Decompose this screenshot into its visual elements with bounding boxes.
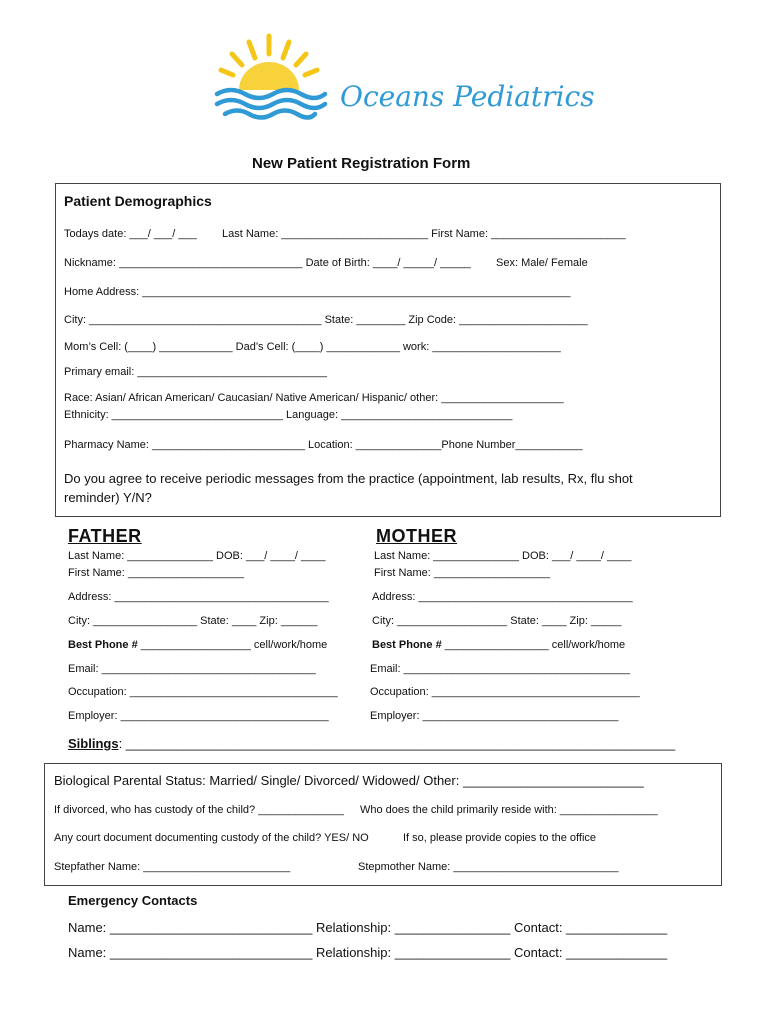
father-occupation[interactable]: Occupation: __________________________________ — [68, 686, 338, 698]
phone-fields[interactable]: Mom’s Cell: (____) ____________ Dad’s Cell: (____) ____________ work: _____________________ — [64, 341, 561, 353]
home-address-field[interactable]: Home Address: ______________________________________________________________________ — [64, 286, 571, 298]
mother-email[interactable]: Email: _____________________________________ — [370, 663, 630, 675]
resides-with-field[interactable]: Who does the child primarily reside with: ________________ — [360, 804, 658, 816]
city-state-zip-field[interactable]: City: ______________________________________ State: ________ Zip Code: _____________________ — [64, 314, 588, 326]
emergency-contacts-heading: Emergency Contacts — [68, 893, 198, 908]
pharmacy-field[interactable]: Pharmacy Name: _________________________ Location: ______________Phone Number___________ — [64, 439, 583, 451]
primary-email-field[interactable]: Primary email: _______________________________ — [64, 366, 327, 378]
brand-name: Oceans Pediatrics — [340, 80, 595, 113]
demographics-heading: Patient Demographics — [64, 193, 212, 209]
mother-employer[interactable]: Employer: ________________________________ — [370, 710, 619, 722]
mother-phone-label: Best Phone # — [372, 639, 442, 651]
father-firstname[interactable]: First Name: ___________________ — [68, 567, 245, 579]
emergency-contact-row[interactable]: Name: ____________________________ Relationship: ________________ Contact: ______________ — [68, 945, 668, 960]
father-city-state-zip[interactable]: City: _________________ State: ____ Zip: ______ — [68, 615, 318, 627]
form-title: New Patient Registration Form — [252, 155, 471, 172]
father-phone-label: Best Phone # — [68, 639, 138, 651]
father-phone-line[interactable]: __________________ cell/work/home — [137, 639, 328, 651]
sun-waves-logo-icon — [205, 30, 345, 125]
father-employer[interactable]: Employer: __________________________________ — [68, 710, 329, 722]
stepfather-name-field[interactable]: Stepfather Name: ________________________ — [54, 861, 291, 873]
todays-date-field[interactable]: Todays date: ___/ ___/ ___ — [64, 228, 197, 240]
siblings-field[interactable] — [68, 736, 675, 751]
name-fields[interactable]: Last Name: ________________________ First Name: ______________________ — [222, 228, 626, 240]
father-email[interactable]: Email: ___________________________________ — [68, 663, 316, 675]
father-address[interactable]: Address: ___________________________________ — [68, 591, 329, 603]
mother-occupation[interactable]: Occupation: __________________________________ — [370, 686, 640, 698]
consent-question-cont[interactable]: reminder) Y/N? — [64, 490, 152, 505]
mother-address[interactable]: Address: ___________________________________ — [372, 591, 633, 603]
nickname-dob-field[interactable]: Nickname: ______________________________ Date of Birth: ____/ _____/ _____ — [64, 257, 471, 269]
father-heading: FATHER — [68, 526, 142, 546]
ethnicity-language-field[interactable]: Ethnicity: ____________________________ Language: ____________________________ — [64, 409, 513, 421]
court-document-question[interactable]: Any court document documenting custody of the child? YES/ NO — [54, 832, 369, 844]
siblings-line[interactable]: : ____________________________________________________________________________ — [118, 736, 676, 751]
mother-phone-line[interactable]: _________________ cell/work/home — [441, 639, 626, 651]
logo — [205, 30, 345, 125]
biological-parental-status[interactable]: Biological Parental Status: Married/ Single/ Divorced/ Widowed/ Other: _________________________ — [54, 773, 644, 788]
father-lastname-dob[interactable]: Last Name: ______________ DOB: ___/ ____/ ____ — [68, 550, 326, 562]
mother-best-phone[interactable] — [372, 639, 625, 651]
mother-lastname-dob[interactable]: Last Name: ______________ DOB: ___/ ____/ ____ — [374, 550, 632, 562]
emergency-contact-row[interactable]: Name: ____________________________ Relationship: ________________ Contact: ______________ — [68, 920, 668, 935]
father-best-phone[interactable] — [68, 639, 327, 651]
siblings-label: Siblings — [68, 736, 119, 751]
race-field[interactable]: Race: Asian/ African American/ Caucasian/ Native American/ Hispanic/ other: ____________________ — [64, 392, 564, 404]
stepmother-name-field[interactable]: Stepmother Name: ___________________________ — [358, 861, 619, 873]
consent-question: Do you agree to receive periodic messages from the practice (appointment, lab results, Rx, flu shot — [64, 471, 633, 486]
mother-firstname[interactable]: First Name: ___________________ — [374, 567, 551, 579]
mother-heading: MOTHER — [376, 526, 457, 546]
court-document-note: If so, please provide copies to the office — [403, 832, 597, 844]
custody-field[interactable]: If divorced, who has custody of the child? ______________ — [54, 804, 344, 816]
sex-field[interactable]: Sex: Male/ Female — [496, 257, 588, 269]
mother-city-state-zip[interactable]: City: __________________ State: ____ Zip: _____ — [372, 615, 622, 627]
